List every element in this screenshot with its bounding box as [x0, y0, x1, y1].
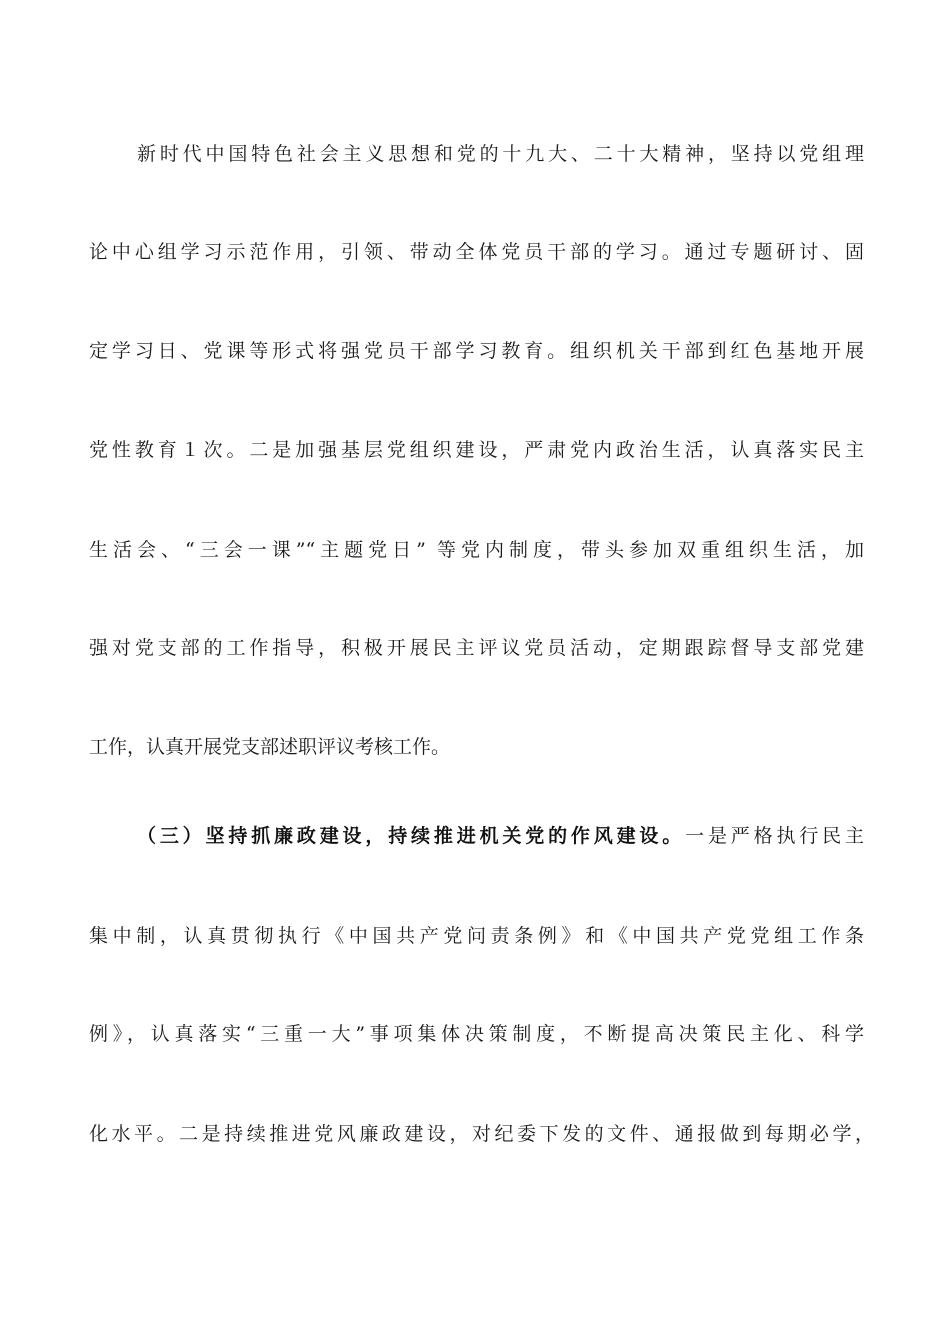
paragraph-2-line-4: 化水平。二是持续推进党风廉政建设，对纪委下发的文件、通报做到每期必学， [89, 1123, 874, 1145]
paragraph-1-line-6: 强对党支部的工作指导，积极开展民主评议党员活动，定期跟踪督导支部党建 [89, 637, 864, 659]
paragraph-1-line-2: 论中心组学习示范作用，引领、带动全体党员干部的学习。通过专题研讨、固 [89, 241, 864, 263]
section-heading: （三）坚持抓廉政建设，持续推进机关党的作风建设。 [137, 825, 686, 847]
paragraph-2-line-1 [137, 823, 864, 849]
paragraph-1-line-1: 新时代中国特色社会主义思想和党的十九大、二十大精神，坚持以党组理 [137, 143, 864, 165]
paragraph-1-line-4: 党性教育１次。二是加强基层党组织建设，严肃党内政治生活，认真落实民主 [89, 439, 864, 461]
section-heading-continuation: 一是严格执行民主 [685, 825, 864, 847]
paragraph-1-line-5: 生活会、“三会一课”“主题党日” 等党内制度，带头参加双重组织生活，加 [89, 539, 864, 561]
paragraph-1-line-7: 工作，认真开展党支部述职评议考核工作。 [89, 736, 451, 758]
paragraph-2-line-2: 集中制，认真贯彻执行《中国共产党问责条例》和《中国共产党党组工作条 [89, 925, 864, 947]
paragraph-1-line-3: 定学习日、党课等形式将强党员干部学习教育。组织机关干部到红色基地开展 [89, 340, 864, 362]
paragraph-2-line-3: 例》，认真落实“三重一大”事项集体决策制度，不断提高决策民主化、科学 [89, 1023, 864, 1045]
